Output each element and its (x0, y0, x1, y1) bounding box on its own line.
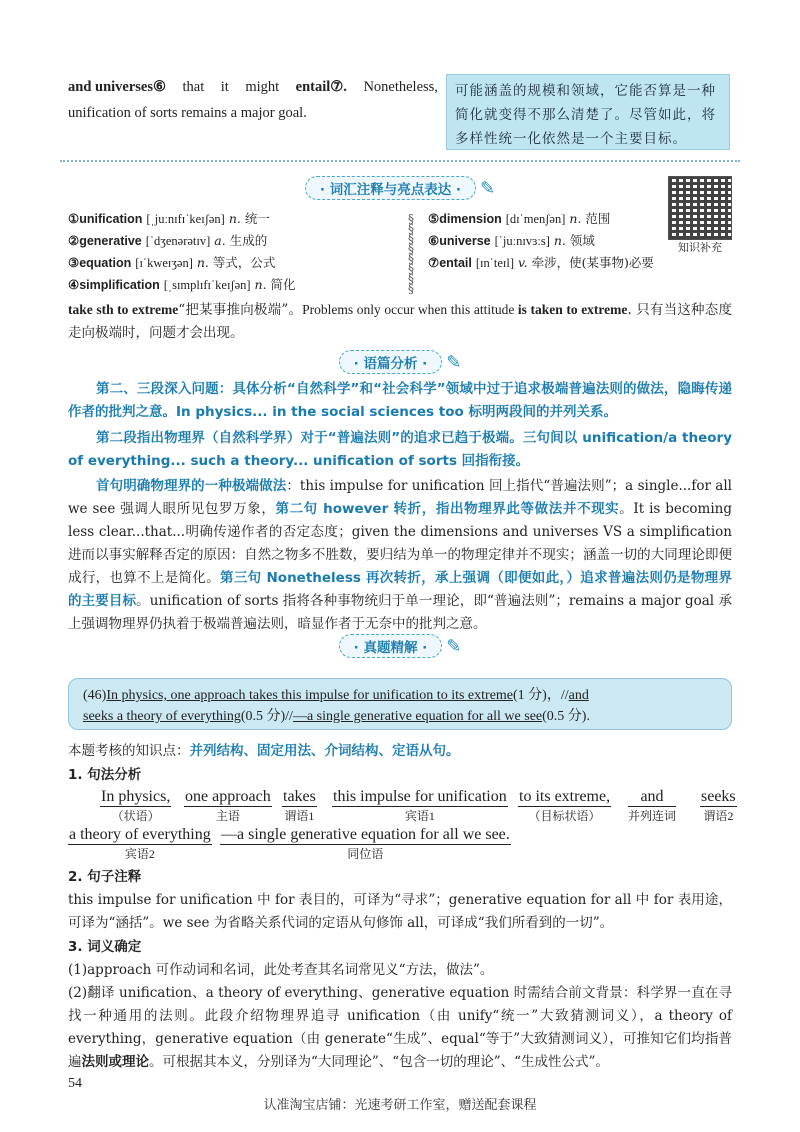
question-part2a: and (568, 688, 589, 703)
word-entail: entail⑦. (295, 79, 347, 95)
word: Nonetheless, (363, 79, 438, 95)
feather-icon: ✎ (480, 177, 496, 199)
word-and-universes: and universes⑥ (68, 79, 167, 95)
sentence-note: this impulse for unification 中 for 表目的，可译为“寻求”；generative equation for all 中 for 表用途，可译为“涵括”。we see 为省略关系代词的定语从句修饰 all，可译成“我们所看到的一切”。 (68, 892, 732, 931)
heading-meaning: 3. 词义确定 (68, 939, 142, 955)
knowledge-points: 本题考核的知识点：并列结构、固定用法、介词结构、定语从句。 (68, 743, 460, 759)
vocab-item: ③equation [ɪˈkweɪʒən] n. 等式，公式 (68, 255, 276, 270)
feather-icon: ✎ (446, 351, 462, 373)
question-part3: —a single generative equation for all we see (292, 709, 543, 724)
score: (0.5 分) (542, 709, 587, 724)
syntax-col: and 并列连词 (628, 788, 677, 823)
analysis-section-title: · 语篇分析 · (339, 350, 443, 374)
highlight-cn: “把某事推向极端”。 (178, 302, 303, 318)
highlight-phrase: take sth to extreme (68, 302, 179, 317)
analysis-p2: 第二段指出物理界（自然科学界）对于“普遍法则”的追求已趋于极端。三句间以 unification/a theory of everything... such a theory... unification of sorts 回指衔接。 (68, 430, 732, 469)
analysis-p3: 首句明确物理界的一种极端做法：this impulse for unification 回上指代“普遍法则”；a single...for all we see 强调人眼所见包罗万象，第二句 however 转折，指出物理界此等做法并不现实。It is becoming less clear...that...明确传递作者的否定态度；given the dimensions and universes VS a simplification 进而以事实解释否定的原因：自然之物多不胜数，要归结为单一的物理定律并不现实；涵盖一切的大同理论即便成行，也算不上是简化。第三句 Nonetheless 再次转折，承上强调（即便如此，）追求普遍法则仍是物理界的主要目标。unification of sorts 指将各种事物统归于单一理论，即“普遍法则”；remains a major goal 承上强调物理界仍执着于极端普遍法则，暗显作者于无奈中的批判之意。 (68, 478, 733, 632)
score: (1 分) (513, 688, 547, 703)
question-part2b: seeks a theory of everything (83, 709, 241, 724)
vocab-item: ⑦entail [ɪnˈteɪl] v. 牵涉，使(某事物)必要 (428, 255, 654, 270)
vocab-item: ⑤dimension [dɪˈmenʃən] n. 范围 (428, 211, 611, 226)
syntax-col: —a single generative equation for all we see. 同位语 (221, 826, 510, 861)
syntax-col: this impulse for unification 宾语1 (333, 788, 507, 823)
vocab-right-list (428, 208, 664, 274)
vocab-item: ④simplification [ˌsɪmplɪfɪˈkeɪʃən] n. 简化 (68, 277, 296, 292)
question-box (68, 678, 732, 730)
score: (0.5 分) (240, 709, 286, 724)
vocab-item: ⑥universe [ˈjuːnɪvɜːs] n. 领域 (428, 233, 595, 248)
divider-swirl: § § § § § § § § (408, 212, 414, 296)
heading-syntax: 1. 句法分析 (68, 767, 142, 783)
qr-label: 知识补充 (678, 241, 722, 254)
meaning-1: (1)approach 可作动词和名词，此处考查其名词常见义“方法，做法”。 (68, 962, 494, 978)
separator: ，// (546, 688, 569, 703)
analysis-section-header (0, 350, 800, 374)
footer-text: 认准淘宝店铺：光速考研工作室，赠送配套课程 (263, 1098, 537, 1113)
highlight-expression (68, 298, 732, 345)
passage-translation: 可能涵盖的规模和领域，它能否算是一种简化就变得不那么清楚了。尽管如此，将多样性统一化依然是一个主要目标。 (446, 74, 730, 150)
vocab-item: ①unification [ˌjuːnɪfɪˈkeɪʃən] n. 统一 (68, 211, 270, 226)
syntax-col: one approach 主语 (185, 788, 271, 823)
syntax-col: In physics, （状语） (101, 788, 171, 823)
vocab-left-list (68, 208, 408, 296)
exam-section-title: · 真题精解 · (339, 634, 443, 658)
period: . (586, 709, 590, 724)
word: might (245, 79, 280, 95)
highlight-example: Problems only occur when this attitude (302, 302, 518, 317)
syntax-col: takes 谓语1 (283, 788, 316, 823)
separator: // (285, 709, 293, 724)
feather-icon: ✎ (446, 635, 462, 657)
passage-english (68, 74, 438, 126)
vocab-section-title: · 词汇注释与亮点表达 · (305, 176, 476, 200)
highlight-example-bold: is taken to extreme (517, 302, 628, 317)
passage-line1 (68, 74, 438, 100)
divider (60, 160, 740, 162)
highlight-example-tail: . 只有当这种态度走向极端时，问题才会出现。 (68, 302, 732, 341)
word: that (182, 79, 205, 95)
question-number: (46) (83, 688, 107, 703)
syntax-col: seeks 谓语2 (701, 788, 736, 823)
exam-section-header (0, 634, 800, 658)
passage-line2: unification of sorts remains a major goal. (68, 105, 307, 121)
page-number: 54 (68, 1076, 82, 1091)
syntax-col: to its extreme, （目标状语） (519, 788, 611, 823)
heading-notes: 2. 句子注释 (68, 869, 142, 885)
question-part1: In physics, one approach takes this impulse for unification to its extreme (106, 688, 514, 703)
meaning-2: (2)翻译 unification、a theory of everything、generative equation 时需结合前文背景：科学界一直在寻找一种通用的法则。此段介绍物理界追寻 unification（由 unify“统一”大致猜测词义），a theory of everything，generative equation（由 generate“生成”、equal“等于”大致猜测词义），可推知它们均指普遍法则或理论。可根据其本义，分别译为“大同理论”、“包含一切的理论”、“生成性公式”。 (68, 985, 732, 1070)
syntax-col: a theory of everything 宾语2 (69, 826, 211, 861)
qr-code-icon[interactable] (668, 176, 732, 240)
word: it (220, 79, 229, 95)
vocab-item: ②generative [ˈdʒenərətɪv] a. 生成的 (68, 233, 268, 248)
analysis-p1: 第二、三段深入问题：具体分析“自然科学”和“社会科学”领域中过于追求极端普遍法则的做法，隐晦传递作者的批判之意。In physics... in the social sciences too 标明两段间的并列关系。 (68, 381, 732, 420)
